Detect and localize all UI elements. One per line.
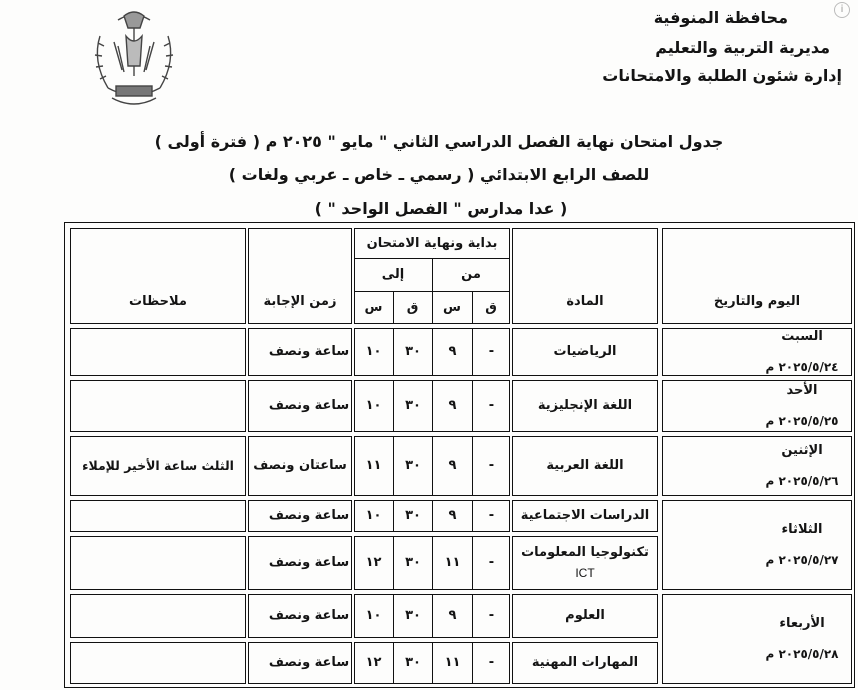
subject-label: المهارات المهنية xyxy=(531,654,639,670)
to-hour: ١٠ xyxy=(365,343,382,359)
header-to-minute: ق xyxy=(406,299,419,315)
day-label: السبت ٢٠٢٥/٥/٢٤ م xyxy=(765,329,839,374)
to-minute: ٣٠ xyxy=(393,642,432,684)
header-day-date-label: اليوم والتاريخ xyxy=(713,293,801,309)
to-minute: ٣٠ xyxy=(393,594,432,638)
to-minute: ٣٠ xyxy=(393,436,432,496)
from-hour: ٩ xyxy=(432,436,472,496)
day-label: الإثنين ٢٠٢٥/٥/٢٦ م xyxy=(765,443,839,488)
governorate-emblem-icon xyxy=(78,6,190,114)
notes xyxy=(70,536,246,590)
from-hour: ٩ xyxy=(432,594,472,638)
header-from-label: من xyxy=(461,266,481,282)
from-hour: ١١ xyxy=(432,536,472,590)
answer-time: ساعتان ونصف xyxy=(253,457,347,473)
answer-time: ساعة ونصف xyxy=(268,343,350,359)
subject-label: الرياضيات xyxy=(553,343,617,359)
to-hour: ١٠ xyxy=(365,607,382,623)
to-minute: ٣٠ xyxy=(393,328,432,376)
header-notes-label: ملاحظات xyxy=(129,293,187,309)
notes xyxy=(70,380,246,432)
from-hour: ٩ xyxy=(432,380,472,432)
header-to-label: إلى xyxy=(381,266,405,282)
directorate-name: مديرية التربية والتعليم xyxy=(655,38,830,57)
answer-time: ساعة ونصف xyxy=(268,607,350,623)
to-minute: ٣٠ xyxy=(393,380,432,432)
from-hour: ٩ xyxy=(432,328,472,376)
from-minute: - xyxy=(472,328,510,376)
schedule-title: جدول امتحان نهاية الفصل الدراسي الثاني " مايو " ٢٠٢٥ م ( فترة أولى ) xyxy=(154,132,724,151)
answer-time: ساعة ونصف xyxy=(268,654,350,670)
to-hour: ١٢ xyxy=(365,654,382,670)
from-hour: ١١ xyxy=(432,642,472,684)
schedule-grade: للصف الرابع الابتدائي ( رسمي ـ خاص ـ عربي ولغات ) xyxy=(228,165,650,184)
header-from-minute: ق xyxy=(485,299,497,315)
notes: الثلث ساعة الأخير للإملاء xyxy=(82,458,234,474)
to-minute: ٣٠ xyxy=(393,500,432,532)
answer-time: ساعة ونصف xyxy=(268,554,350,570)
department-name: إدارة شئون الطلبة والامتحانات xyxy=(602,66,842,85)
notes xyxy=(70,642,246,684)
answer-time: ساعة ونصف xyxy=(268,397,350,413)
subject-en-label: ICT xyxy=(575,565,595,580)
from-minute: - xyxy=(472,642,510,684)
notes xyxy=(70,500,246,532)
day-label: الأحد ٢٠٢٥/٥/٢٥ م xyxy=(765,383,839,428)
subject-label: الدراسات الاجتماعية xyxy=(520,507,650,523)
from-minute: - xyxy=(472,380,510,432)
notes xyxy=(70,594,246,638)
subject-label: اللغة العربية xyxy=(546,457,624,473)
info-icon: i xyxy=(834,2,850,18)
header-to-hour: س xyxy=(364,299,383,315)
answer-time: ساعة ونصف xyxy=(268,507,350,523)
notes xyxy=(70,328,246,376)
from-hour: ٩ xyxy=(432,500,472,532)
to-hour: ١٠ xyxy=(365,397,382,413)
header-from-hour: س xyxy=(443,299,461,315)
day-label: الأربعاء ٢٠٢٥/٥/٢٨ م xyxy=(765,616,839,661)
to-hour: ١٢ xyxy=(365,554,382,570)
schedule-exception: ( عدا مدارس " الفصل الواحد " ) xyxy=(314,199,568,218)
header-subject-label: المادة xyxy=(566,293,604,309)
header-answer-time-label: زمن الإجابة xyxy=(263,293,337,309)
to-hour: ١٠ xyxy=(365,507,382,523)
to-hour: ١١ xyxy=(365,457,382,473)
subject-label: العلوم xyxy=(565,607,605,623)
from-minute: - xyxy=(472,594,510,638)
subject-label: تكنولوجيا المعلومات ICT xyxy=(521,545,649,580)
from-minute: - xyxy=(472,536,510,590)
header-start-end-label: بداية ونهاية الامتحان xyxy=(366,235,498,251)
from-minute: - xyxy=(472,500,510,532)
from-minute: - xyxy=(472,436,510,496)
to-minute: ٣٠ xyxy=(393,536,432,590)
subject-label: اللغة الإنجليزية xyxy=(537,397,633,413)
day-label: الثلاثاء ٢٠٢٥/٥/٢٧ م xyxy=(765,522,839,567)
governorate-name: محافظة المنوفية xyxy=(653,8,788,27)
